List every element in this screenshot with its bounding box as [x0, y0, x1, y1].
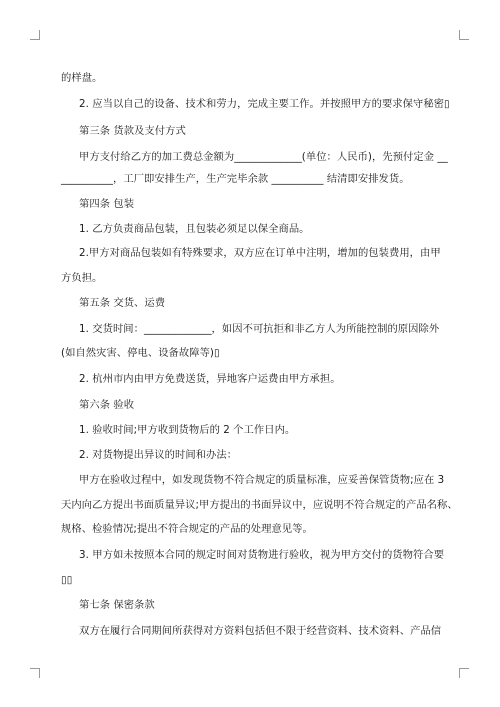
- text-line: 方负担。: [61, 272, 103, 284]
- crop-mark-top-left: [30, 30, 40, 40]
- text-line: 1. 乙方负责商品包装，且包装必须足以保全商品。: [79, 223, 310, 235]
- section-heading: 第三条 货款及支付方式: [79, 125, 186, 137]
- text-line: 2. 应当以自己的设备、技术和劳力，完成主要工作。并按照甲方的要求保守秘密▯: [79, 98, 450, 110]
- text-line: 规格、检验情况;提出不符合规定的产品的处理意见等。: [61, 523, 313, 535]
- text-line: 2. 杭州市内由甲方免费送货，异地客户运费由甲方承担。: [79, 373, 341, 385]
- text-line: ▯▯: [61, 574, 73, 586]
- text-line: 2.甲方对商品包装如有特殊要求，双方应在订单中注明，增加的包装费用，由甲: [79, 247, 441, 259]
- text-line: 天内向乙方提出书面质量异议;甲方提出的书面异议中，应说明不符合规定的产品名称、: [61, 499, 458, 511]
- text-line: __________，工厂即安排生产，生产完毕余款 __________ 结清即安排发货。: [61, 173, 410, 185]
- section-heading: 第五条 交货、运费: [79, 297, 166, 309]
- crop-mark-bottom-right: [459, 668, 469, 678]
- text-line: 1. 验收时间;甲方收到货物后的 2 个工作日内。: [79, 424, 296, 436]
- section-heading: 第四条 包装: [79, 198, 135, 210]
- section-heading: 第七条 保密条款: [79, 599, 155, 611]
- text-line: 甲方支付给乙方的加工费总金额为_____________(单位：人民币)，先预付定金 __: [79, 151, 448, 163]
- text-line: 2. 对货物提出异议的时间和办法：: [79, 449, 238, 461]
- crop-mark-bottom-left: [30, 668, 40, 678]
- text-line: (如自然灾害、停电、设备故障等)▯: [61, 347, 220, 359]
- text-line: 双方在履行合同期间所获得对方资料包括但不限于经营资料、技术资料、产品信: [79, 625, 442, 637]
- text-line: 的样盘。: [61, 72, 103, 84]
- text-line: 甲方在验收过程中，如发现货物不符合规定的质量标准，应妥善保管货物;应在 3: [79, 474, 445, 486]
- text-line: 3. 甲方如未按照本合同的规定时间对货物进行验收，视为甲方交付的货物符合要: [79, 549, 445, 561]
- text-line: 1. 交货时间：_____________，如因不可抗拒和非乙方人为所能控制的原因除外: [79, 323, 440, 335]
- crop-mark-top-right: [459, 30, 469, 40]
- section-heading: 第六条 验收: [79, 399, 135, 411]
